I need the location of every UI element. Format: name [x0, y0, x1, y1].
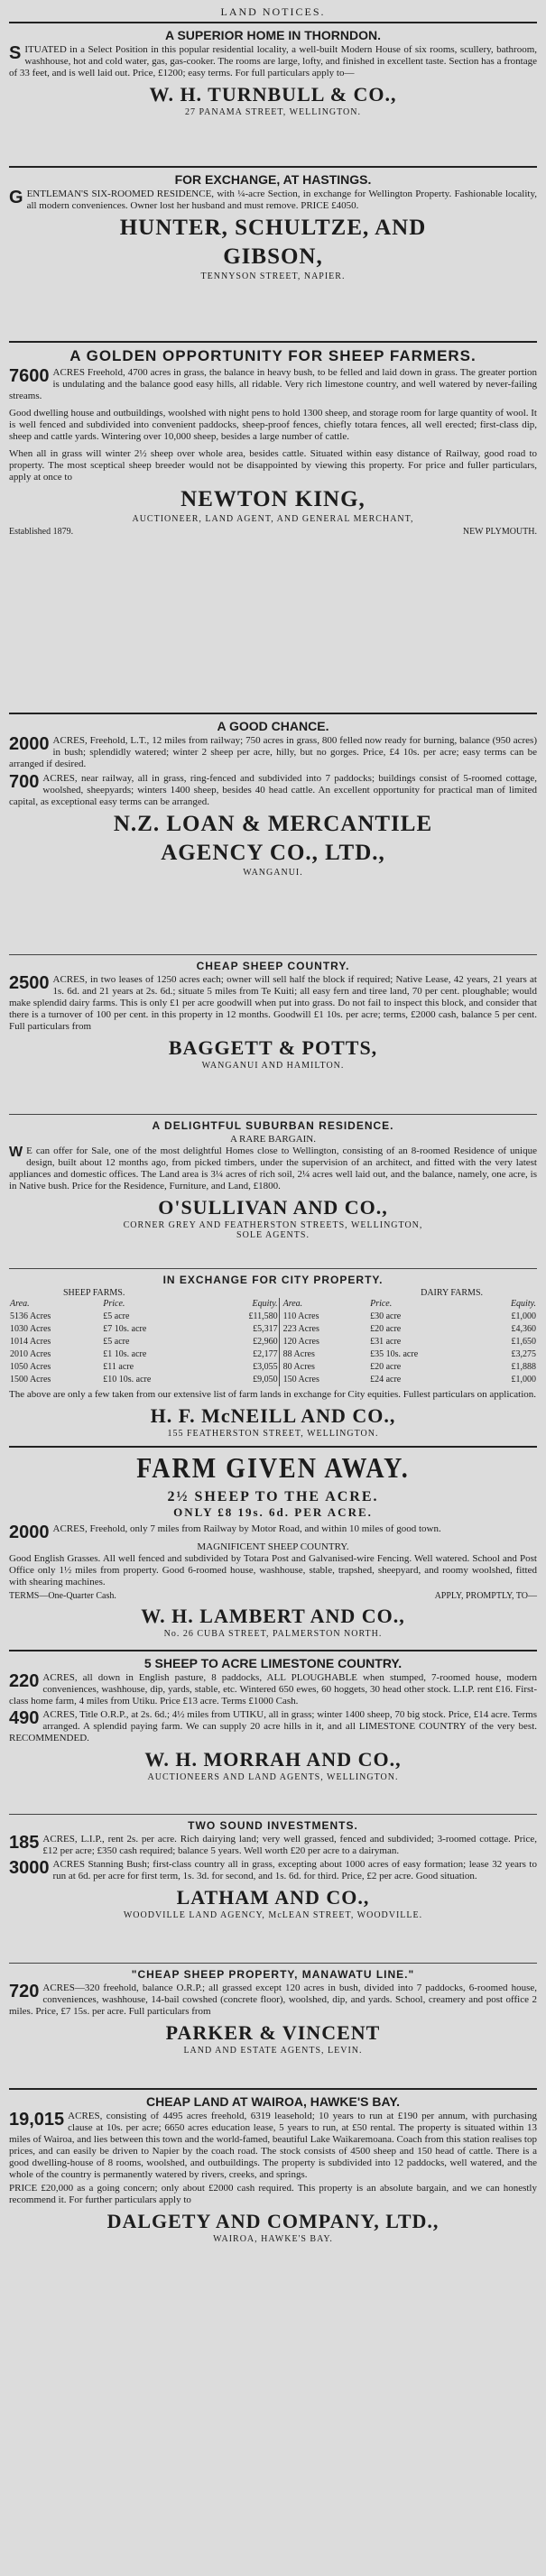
advert-text: E can offer for Sale, one of the most delightful Homes close to Wellington, consisting of an 8-roomed Residence of unique design, built about 12 months ago, from picked timbers, under the supervision of an architect, and fitted with the very latest appliances and domestic offices. The Land area is 3¼ acres of rich soil, 2¼ acres well laid out, and the balance, namely, one acre, is in Native bush. Price for the Residence, Furniture, and Land, £1800. [9, 1145, 537, 1191]
advert-body-1 [9, 1834, 537, 1857]
advert-body-2: PRICE £20,000 as a going concern; only about £2000 cash required. This property is an absolute bargain, and we can honestly recommend it. For further particulars apply to [9, 2183, 537, 2205]
table-cell: £11 acre [103, 1362, 134, 1372]
lead-figure: 19,015 [9, 2110, 65, 2130]
table-header [9, 1298, 537, 1311]
table-cell: £9,050 [253, 1375, 278, 1385]
firm-address: WOODVILLE LAND AGENCY, McLEAN STREET, WOODVILLE. [123, 1910, 423, 1920]
column-header: Area. [10, 1299, 30, 1309]
advert-body-2: Good English Grasses. All well fenced and subdivided by Totara Post and Galvanised-wire Fencing. Well watered. School and Post Office only 1½ miles from property. Good 6-roomed house, washhouse, stable, trapshed, sheepyard, and roomy woolshed, fitted with shearing machines. [9, 1553, 537, 1587]
firm-role: SOLE AGENTS. [236, 1230, 310, 1240]
table-cell: 80 Acres [279, 1361, 369, 1374]
firm-name-line1: HUNTER, SCHULTZE, AND [119, 216, 427, 240]
lead-figure: 2500 [9, 973, 50, 993]
advert-body-2 [9, 1859, 537, 1882]
table-cell: 2010 Acres [10, 1349, 51, 1359]
advert-hastings-exchange [9, 166, 537, 341]
firm-address: WAIROA, HAWKE'S BAY. [213, 2234, 333, 2244]
advert-body [9, 974, 537, 1033]
advert-body-2 [9, 1709, 537, 1744]
advert-suburban-residence [9, 1114, 537, 1268]
firm-name: LATHAM AND CO., [176, 1886, 370, 1909]
firm-address: 27 PANAMA STREET, WELLINGTON. [184, 107, 362, 117]
firm-place: WANGANUI. [243, 868, 303, 878]
advert-body-2 [9, 773, 537, 808]
advert-text: ACRES, all down in English pasture, 8 paddocks, ALL PLOUGHABLE when stumped, 7-roomed house, modern conveniences, washhouse, dip, yards, stable, etc. Wintered 650 ewes, 60 hoggets, 30 head other stock. L.I.P. rent £16. First-class home farm, 4 miles from Utiku. Price £13 acre. Terms £1000 Cash. [9, 1672, 537, 1707]
advert-sound-investments [9, 1814, 537, 1963]
advert-body [9, 1145, 537, 1192]
table-cell: £11,580 [248, 1311, 278, 1321]
firm-name: BAGGETT & POTTS, [168, 1036, 378, 1059]
lead-figure: 2000 [9, 734, 50, 754]
firm-name: W. H. MORRAH AND CO., [144, 1748, 402, 1771]
firm-address: 155 FEATHERSTON STREET, WELLINGTON. [167, 1429, 379, 1439]
advert-heading: FOR EXCHANGE, AT HASTINGS. [174, 172, 372, 187]
terms-row [9, 1591, 537, 1601]
masthead: LAND NOTICES. [220, 5, 326, 18]
drop-cap: G [9, 188, 23, 207]
table-titles [63, 1288, 483, 1298]
advert-heading: IN EXCHANGE FOR CITY PROPERTY. [162, 1274, 384, 1286]
column-header: Price. [103, 1299, 125, 1309]
advert-body-2: Good dwelling house and outbuildings, woolshed with night pens to hold 1300 sheep, and storage room for large quantity of wool. It is well fenced and subdivided into convenient paddocks, sheep-proof fences, chiefly totara fences, all well erected; first-class dip, sheep and cattle yards. Wintering over 10,000 sheep, besides a large number of cattle. [9, 408, 537, 442]
advert-good-chance [9, 713, 537, 954]
advert-heading: "CHEAP SHEEP PROPERTY, MANAWATU LINE." [131, 1968, 415, 1981]
column-header: Area. [279, 1298, 369, 1311]
advert-heading: 5 SHEEP TO ACRE LIMESTONE COUNTRY. [143, 1656, 403, 1670]
advert-body-1 [9, 2111, 537, 2181]
table-cell: £3,055 [253, 1362, 278, 1372]
table-cell: 5136 Acres [10, 1311, 51, 1321]
advert-heading: A DELIGHTFUL SUBURBAN RESIDENCE. [152, 1119, 394, 1132]
table-cell: 1014 Acres [10, 1337, 51, 1347]
firm-name: W. H. TURNBULL & CO., [149, 83, 397, 106]
terms-text: TERMS—One-Quarter Cash. [9, 1591, 116, 1601]
table-cell: £20 acre [370, 1324, 402, 1334]
lead-figure: 700 [9, 772, 40, 792]
firm-address: WANGANUI AND HAMILTON. [201, 1061, 345, 1071]
firm-name: O'SULLIVAN AND CO., [158, 1196, 388, 1219]
advert-thorndon-home [9, 22, 537, 166]
advert-body-1 [9, 735, 537, 770]
advert-text: ACRES Stanning Bush; first-class country all in grass, excepting about 1000 acres of easy formation; lease 32 years to run at 6d. per acre for first term, 1s. 3d. for second, and 1s. 6d. for third. Price, £2 per acre. Good situation. [52, 1859, 537, 1881]
table-cell: 120 Acres [279, 1336, 369, 1348]
advert-body [9, 189, 537, 212]
firm-name-line2: GIBSON, [223, 244, 323, 269]
table-cell: £1,888 [511, 1362, 536, 1372]
lead-figure: 490 [9, 1708, 40, 1728]
firm-name: DALGETY AND COMPANY, LTD., [106, 2210, 440, 2232]
table-cell: £10 10s. acre [103, 1375, 152, 1385]
firm-name-line1: N.Z. LOAN & MERCANTILE [113, 812, 433, 836]
lead-figure: 220 [9, 1671, 40, 1691]
farms-table [9, 1298, 537, 1386]
table-cell: 1500 Acres [10, 1375, 51, 1385]
dairy-farms-title: DAIRY FARMS. [421, 1288, 483, 1298]
firm-name: NEWTON KING, [180, 487, 366, 511]
advert-body-1 [9, 367, 537, 402]
firm-name: W. H. LAMBERT AND CO., [141, 1605, 405, 1627]
advert-text: ITUATED in a Select Position in this popular residential locality, a well-built Modern House of six rooms, scullery, bathroom, washhouse, hot and cold water, gas, gas-cooker. The rooms are large, lofty, and finished in excellent taste. Section has a frontage of 33 feet, and is well laid out. Price, £1200; easy terms. For full particulars apply to— [9, 44, 537, 78]
firm-address: TENNYSON STREET, NAPIER. [200, 271, 346, 281]
table-cell: £5,317 [253, 1324, 278, 1334]
advert-body [9, 1983, 537, 2018]
sheep-farms-title: SHEEP FARMS. [63, 1288, 125, 1298]
table-cell: 110 Acres [279, 1311, 369, 1323]
advert-wairoa-land [9, 2088, 537, 2319]
lead-figure: 3000 [9, 1858, 50, 1878]
table-cell: £3,275 [511, 1349, 536, 1359]
advert-body-1 [9, 1523, 537, 1542]
drop-cap: W [9, 1145, 23, 1160]
table-cell: 88 Acres [279, 1348, 369, 1361]
firm-address: LAND AND ESTATE AGENTS, LEVIN. [183, 2046, 363, 2056]
table-cell: 223 Acres [279, 1323, 369, 1336]
column-header: Price. [370, 1299, 393, 1309]
apply-text: APPLY, PROMPTLY, TO— [434, 1591, 537, 1601]
advert-subheading: A RARE BARGAIN. [229, 1134, 317, 1145]
advert-text: ENTLEMAN'S SIX-ROOMED RESIDENCE, with ¼-acre Section, in exchange for Wellington Property. Fashionable locality, all modern conveniences. Owner lost her husband and must remove. PRICE £4050. [26, 189, 537, 211]
drop-cap: S [9, 43, 22, 63]
firm-address: CORNER GREY AND FEATHERSTON STREETS, WELLINGTON, [123, 1220, 423, 1230]
advert-note: The above are only a few taken from our extensive list of farm lands in exchange for City equities. Fullest particulars on application. [9, 1389, 537, 1400]
table-cell: £1,650 [511, 1337, 536, 1347]
firm-address: AUCTIONEERS AND LAND AGENTS, WELLINGTON. [147, 1772, 399, 1782]
table-cell: £1,000 [511, 1375, 536, 1385]
table-row [9, 1361, 537, 1374]
firm-name: H. F. McNEILL AND CO., [150, 1404, 396, 1427]
table-cell: £31 acre [370, 1337, 402, 1347]
advert-heading: A GOOD CHANCE. [217, 719, 329, 733]
table-cell: 150 Acres [279, 1374, 369, 1386]
advert-subline: 2½ SHEEP TO THE ACRE. [167, 1489, 379, 1504]
firm-place: NEW PLYMOUTH. [462, 527, 537, 537]
table-row [9, 1311, 537, 1323]
advert-cheap-sheep-country [9, 954, 537, 1114]
table-cell: £20 acre [370, 1362, 402, 1372]
table-row [9, 1374, 537, 1386]
advert-text: ACRES—320 freehold, balance O.R.P.; all grassed except 120 acres in bush, divided into 7 paddocks, 6-roomed house, conveniences, washhouse, 14-bail cowshed (concrete floor), woolshed, dip, and yards. School, creamery and post office 2 miles. Price, £7 15s. per acre. Full particulars from [9, 1983, 537, 2017]
advert-text: ACRES, consisting of 4495 acres freehold, 6319 leasehold; 10 years to run at £190 per annum, with purchasing clause at 10s. per acre; 6650 acres education lease, 5 years to run, at £50 rental. The property is situated within 13 miles of Wairoa, and lies between this town and the world-famed, beautiful Lake Waikaremoana. Coach from this station realises top prices, and can easily be driven to Napier by the coach road. The stock consists of 4500 sheep and 150 head of cattle. There is a good dwelling-house of 8 rooms, woolshed, and outbuildings. The property is subdivided into 12 paddocks, well watered, and the whole of the country is permanently watered by rivers, creeks, and springs. [9, 2111, 537, 2180]
table-body [9, 1311, 537, 1386]
advert-sheep-farmers [9, 341, 537, 713]
table-cell: £1 10s. acre [103, 1349, 147, 1359]
table-cell: 1030 Acres [10, 1324, 51, 1334]
advert-price: ONLY £8 19s. 6d. PER ACRE. [173, 1505, 373, 1519]
advert-text: ACRES, in two leases of 1250 acres each; owner will sell half the block if required; Native Lease, 42 years, 21 years at 1s. 6d. and 21 years at 2s. 6d.; situate 5 miles from Te Kuiti; all easy fern and tiree land, 70 per cent. ploughable; would make splendid dairy farms. This is only £1 per acre goodwill when put into grass. Do not fail to inspect this block, and consider that there is a turnover of 100 per cent. in this property in 12 months. Goodwill £1 10s. per acre; terms, £2000 cash, balance 5 per cent. Full particulars from [9, 974, 537, 1032]
firm-name: PARKER & VINCENT [165, 2021, 381, 2044]
advert-text: ACRES, Title O.R.P., at 2s. 6d.; 4½ miles from UTIKU, all in grass; winter 1400 sheep, 70 big stock. Price, £14 acre. Terms arranged. A splendid paying farm. We can supply 20 acre hills in it, and all LIMESTONE COUNTRY of the very best. RECOMMENDED. [9, 1709, 537, 1743]
firm-footer [9, 527, 537, 537]
table-cell: £7 10s. acre [103, 1324, 147, 1334]
advert-text: ACRES Freehold, 4700 acres in grass, the balance in heavy bush, to be felled and laid down in grass. The greater portion is undulating and the balance good easy hills, all ridable. Very rich limestone country, and well watered by never-failing streams. [9, 367, 537, 401]
lead-figure: 720 [9, 1982, 40, 2001]
table-cell: £5 acre [103, 1311, 130, 1321]
lead-figure: 2000 [9, 1523, 50, 1542]
table-cell: £35 10s. acre [370, 1349, 419, 1359]
table-row [9, 1323, 537, 1336]
advert-body-1 [9, 1672, 537, 1707]
advert-heading: A GOLDEN OPPORTUNITY FOR SHEEP FARMERS. [69, 347, 477, 364]
advert-limestone-country [9, 1650, 537, 1814]
firm-description: AUCTIONEER, LAND AGENT, AND GENERAL MERCHANT, [132, 514, 414, 524]
advert-farm-given-away [9, 1446, 537, 1650]
advert-center-line: MAGNIFICENT SHEEP COUNTRY. [197, 1541, 349, 1552]
advert-manawatu-property [9, 1963, 537, 2088]
table-cell: £2,177 [253, 1349, 278, 1359]
advert-body [9, 44, 537, 79]
advert-city-exchange [9, 1268, 537, 1446]
table-row [9, 1336, 537, 1348]
lead-figure: 7600 [9, 366, 50, 386]
table-cell: £24 acre [370, 1375, 402, 1385]
table-cell: 1050 Acres [10, 1362, 51, 1372]
advert-heading: A SUPERIOR HOME IN THORNDON. [164, 28, 382, 42]
advert-text: ACRES, near railway, all in grass, ring-fenced and subdivided into 7 paddocks; buildings consist of 5-roomed cottage, woolshed, sheepyards; winters 1400 sheep, besides 40 head cattle. An excellent opportunity for practical man of limited capital, as exceptional easy terms can be arranged. [9, 773, 537, 807]
advert-body-3: When all in grass will winter 2½ sheep over whole area, besides cattle. Situated within easy distance of Railway, good road to property. The most sceptical sheep breeder would not be disappointed by viewing this property. For price and fuller particulars, apply at once to [9, 448, 537, 483]
advert-text: ACRES, L.I.P., rent 2s. per acre. Rich dairying land; very well grassed, fenced and subdivided; 3-roomed cottage. Price, £12 per acre; £350 cash required; balance 5 years. Well worth £20 per acre to a dairyman. [42, 1834, 537, 1856]
firm-name-line2: AGENCY CO., LTD., [161, 841, 385, 865]
table-cell: £5 acre [103, 1337, 130, 1347]
table-cell: £2,960 [253, 1337, 278, 1347]
established-note: Established 1879. [9, 527, 74, 537]
lead-figure: 185 [9, 1833, 40, 1853]
advert-heading: CHEAP LAND AT WAIROA, HAWKE'S BAY. [145, 2094, 401, 2109]
firm-address: No. 26 CUBA STREET, PALMERSTON NORTH. [163, 1629, 383, 1639]
column-header: Equity. [510, 1299, 536, 1309]
table-cell: £1,000 [511, 1311, 536, 1321]
advert-text: ACRES, Freehold, L.T., 12 miles from railway; 750 acres in grass, 800 felled now ready for burning, balance (950 acres) in bush; splendidly watered; winter 2 sheep per acre, hilly, but no gorges. Price, £4 10s. per acre; easy terms can be arranged if desired. [9, 735, 537, 769]
advert-heading: CHEAP SHEEP COUNTRY. [196, 960, 350, 972]
table-row [9, 1348, 537, 1361]
column-header: Equity. [252, 1299, 278, 1309]
advert-heading: FARM GIVEN AWAY. [136, 1452, 410, 1486]
table-cell: £4,360 [511, 1324, 536, 1334]
advert-heading: TWO SOUND INVESTMENTS. [188, 1819, 358, 1832]
advert-text: ACRES, Freehold, only 7 miles from Railway by Motor Road, and within 10 miles of good town. [52, 1523, 441, 1534]
table-cell: £30 acre [370, 1311, 402, 1321]
